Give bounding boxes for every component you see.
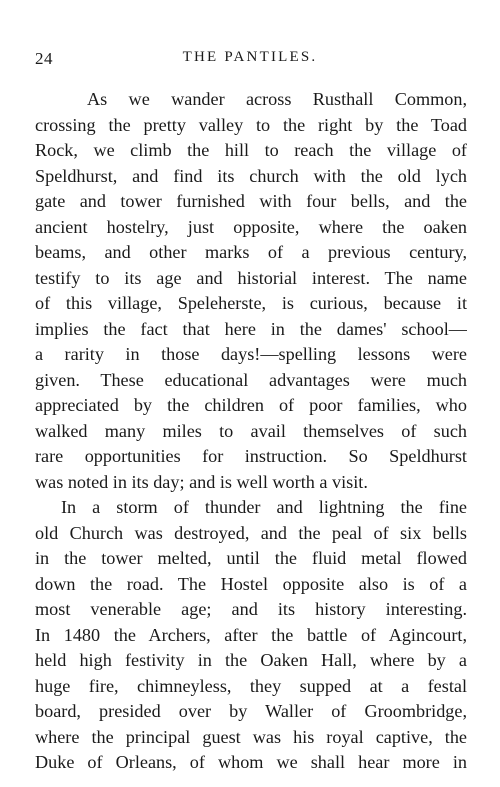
text-line: Duke of Orleans, of whom we shall hear more in	[35, 752, 467, 772]
text-line: testify to its age and historial interest. The name	[35, 267, 467, 288]
running-title: THE PANTILES.	[182, 49, 318, 65]
text-line: rare opportunities for instruction. So Speldhurst	[35, 446, 467, 466]
text-line: most venerable age; and its history interesting.	[35, 599, 467, 619]
text-line: Rock, we climb the hill to reach the village of	[35, 140, 467, 160]
text-line: appreciated by the children of poor families, who	[35, 395, 467, 415]
text-line: board, presided over by Waller of Groombridge,	[35, 701, 467, 721]
text-line: crossing the pretty valley to the right by the Toad	[35, 114, 467, 135]
text-line: of this village, Speleherste, is curious, because it	[35, 293, 467, 313]
text-line: given. These educational advantages were much	[35, 369, 467, 390]
text-line: walked many miles to avail themselves of such	[35, 420, 467, 441]
text-line: where the principal guest was his royal captive, the	[35, 726, 467, 747]
text-line: implies the fact that here in the dames' school—	[35, 318, 467, 339]
page-number: 24	[35, 49, 53, 68]
text-line: in the tower melted, until the fluid metal flowed	[35, 548, 467, 568]
text-line: beams, and other marks of a previous century,	[35, 242, 467, 262]
text-line: held high festivity in the Oaken Hall, where by a	[35, 650, 467, 670]
text-line: old Church was destroyed, and the peal of six bells	[35, 522, 467, 543]
text-line: Speldhurst, and find its church with the old lych	[35, 165, 467, 186]
text-line: down the road. The Hostel opposite also is of a	[35, 573, 467, 594]
text-line: huge fire, chimneyless, they supped at a festal	[35, 675, 467, 696]
body-text	[35, 87, 467, 776]
text-line: As we wander across Rusthall Common,	[87, 89, 467, 109]
text-line: In a storm of thunder and lightning the fine	[61, 497, 467, 517]
page-header	[35, 49, 465, 73]
text-line: was noted in its day; and is well worth a visit.	[35, 471, 368, 492]
text-line: a rarity in those days!—spelling lessons were	[35, 344, 467, 364]
text-line: In 1480 the Archers, after the battle of Agincourt,	[35, 624, 467, 645]
text-line: gate and tower furnished with four bells, and the	[35, 191, 467, 211]
text-line: ancient hostelry, just opposite, where the oaken	[35, 216, 467, 237]
